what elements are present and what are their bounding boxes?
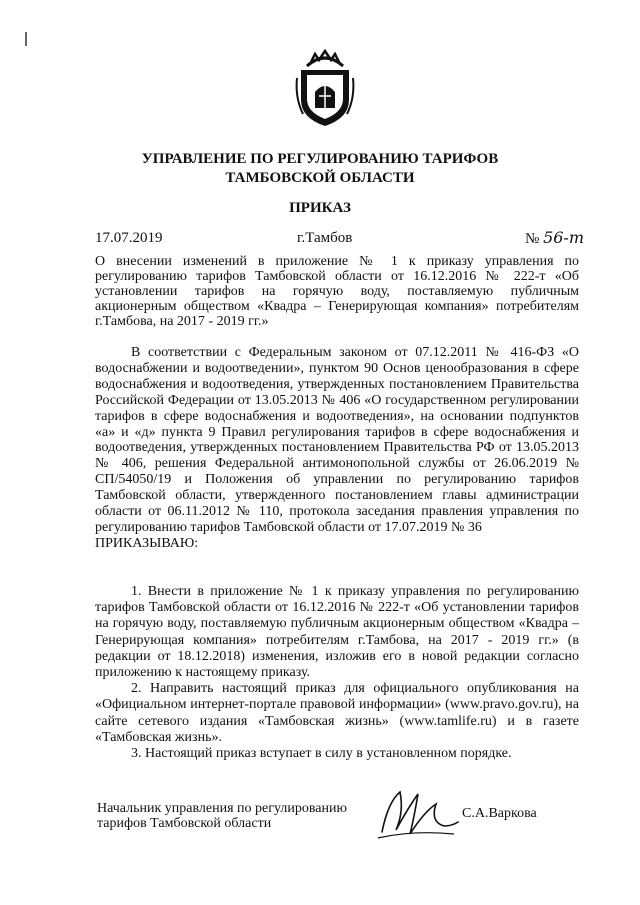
margin-mark [24, 32, 28, 46]
order-items [95, 584, 579, 762]
preamble-paragraph: В соответствии с Федеральным законом от 07.12.2011 № 416-ФЗ «О водоснабжении и водоотведении», пунктом 90 Основ ценообразования в сфере водоснабжения и водоотведения, утвержденных постановлением Правительства Российской Федерации от 13.05.2013 № 406 «О государственном регулировании тарифов в сфере водоснабжения и водоотведения», на основании подпунктов «а» и «д» пункта 9 Правил регулирования тарифов в сфере водоснабжения и водоотведения, утвержденных постановлением Правительства РФ от 13.05.2013 № 406, решения Федеральной антимонопольной службы от 26.06.2019 № СП/54050/19 и Положения об управлении по регулированию тарифов Тамбовской области, утвержденного постановлением главы администрации области от 06.11.2012 № 110, протокола заседания правления управления по регулированию тарифов Тамбовской области от 17.07.2019 № 36 [95, 345, 579, 535]
handwritten-number: 56-т [543, 228, 584, 247]
order-item-1: 1. Внести в приложение № 1 к приказу управления по регулированию тарифов Тамбовской области от 16.12.2016 № 222-т «Об установлении тарифов на горячую воду, поставляемую публичным акционерным обществом «Квадра – Генерирующая компания» потребителям г.Тамбова, на 2017 - 2019 гг.» (в редакции от 18.12.2018) изменения, изложив его в новой редакции согласно приложению к настоящему приказу. [95, 584, 579, 681]
agency-line-2: ТАМБОВСКОЙ ОБЛАСТИ [225, 170, 415, 186]
agency-line-1: УПРАВЛЕНИЕ ПО РЕГУЛИРОВАНИЮ ТАРИФОВ [141, 151, 499, 167]
handwritten-signature [374, 782, 464, 842]
signatory-name: С.А.Варкова [462, 806, 537, 821]
document-body [95, 345, 579, 552]
order-item-2: 2. Направить настоящий приказ для официального опубликования на «Официальном интернет-портале правовой информации» (www.pravo.gov.ru), на сайте сетевого издания «Тамбовская жизнь» (www.tamlife.ru) и в газете «Тамбовская жизнь». [95, 681, 579, 745]
number-sign: № [525, 231, 540, 247]
document-city: г.Тамбов [297, 230, 353, 246]
signatory-title-line-2: тарифов Тамбовской области [97, 816, 272, 831]
tambov-coat-of-arms-emblem [293, 48, 357, 128]
document-number [525, 228, 584, 248]
order-word: ПРИКАЗЫВАЮ: [95, 535, 199, 551]
signatory-title [97, 801, 347, 831]
issuing-authority [0, 150, 640, 188]
order-item-3: 3. Настоящий приказ вступает в силу в установленном порядке. [131, 746, 512, 762]
document-type: ПРИКАЗ [289, 200, 351, 216]
document-subject: О внесении изменений в приложение № 1 к приказу управления по регулированию тарифов Тамбовской области от 16.12.2016 № 222-т «Об установлении тарифов на горячую воду, поставляемую публичным акционерным обществом «Квадра – Генерирующая компания» потребителям г.Тамбова, на 2017 - 2019 гг.» [95, 254, 579, 329]
signatory-title-line-1: Начальник управления по регулированию [97, 801, 347, 816]
document-date: 17.07.2019 [95, 230, 163, 246]
